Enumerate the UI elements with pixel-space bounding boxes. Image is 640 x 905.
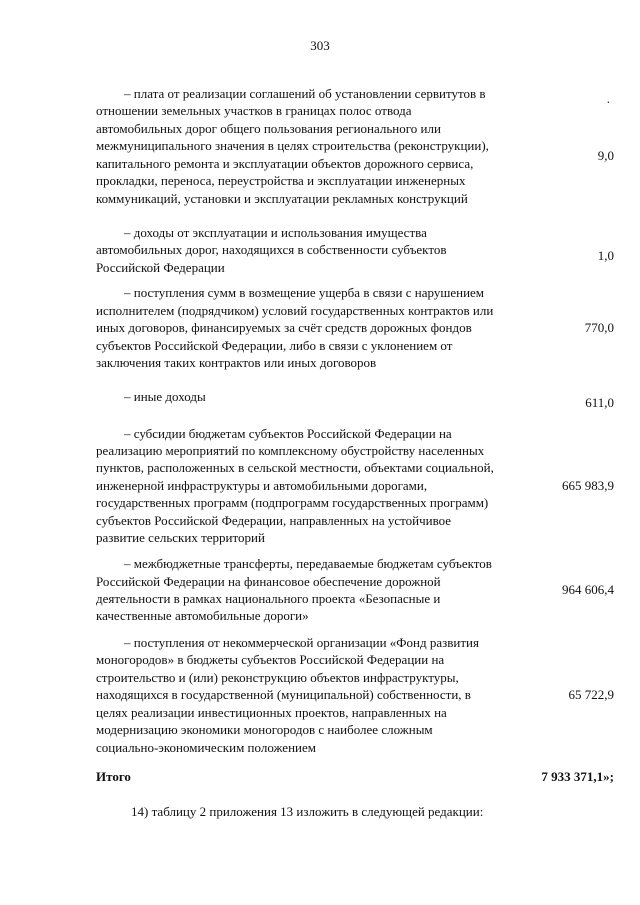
row-description: – доходы от эксплуатации и использования имущества автомобильных дорог, находящихся в собственности субъектов Российской Федерации (96, 224, 447, 275)
row-description: – поступления от некоммерческой организации «Фонд развития моногородов» в бюджеты субъектов Российской Федерации на строительство и (или) реконструкцию объектов инфраструктуры, находящихся в государственной (муниципальной) собственности, в целях реализации инвестиционных проектов, направленных на модернизацию экономики моногородов с наиболее сложным социально-экономическим положением (96, 635, 479, 755)
row-description: – межбюджетные трансферты, передаваемые бюджетам субъектов Российской Федерации на финансовое обеспечение дорожной деятельности в рамках национального проекта «Безопасные и качественные автомобильные дороги» (96, 556, 492, 624)
row-amount: 65 722,9 (568, 687, 614, 703)
row-amount: 9,0 (597, 148, 614, 164)
table-row (96, 224, 614, 276)
page-number: 303 (310, 38, 330, 53)
row-amount: 611,0 (585, 395, 614, 410)
row-amount: 964 606,4 (562, 582, 614, 598)
table-row (96, 380, 614, 416)
total-row (96, 767, 614, 787)
table-row (96, 416, 614, 555)
table-row (96, 276, 614, 380)
row-description: – субсидии бюджетам субъектов Российской Федерации на реализацию мероприятий по комплексному обустройству населенных пунктов, расположенных в сельской местности, объектами социальной, инженерной инфраструктуры и автомобильными дорогами, государственных программ (подпрограмм государственных программ) субъектов Российской Федерации, направленных на устойчивое развитие сельских территорий (96, 425, 494, 546)
table-row (96, 555, 614, 625)
table-row (96, 625, 614, 765)
row-description: – иные доходы (124, 389, 206, 404)
amendment-clause: 14) таблицу 2 приложения 13 изложить в следующей редакции: (131, 804, 484, 819)
row-amount: 665 983,9 (562, 477, 614, 493)
row-description: – плата от реализации соглашений об установлении сервитутов в отношении земельных участков в границах полос отвода автомобильных дорог общего пользования регионального или межмуниципального значения в целях строительства (реконструкции), капитального ремонта и эксплуатации объектов дорожного сервиса, прокладки, переноса, переустройства и эксплуатации инженерных коммуникаций, установки и эксплуатации рекламных конструкций (96, 86, 489, 206)
total-label: Итого (96, 769, 131, 785)
revenue-table (96, 68, 614, 787)
stray-mark: . (606, 91, 610, 106)
total-amount: 7 933 371,1»; (541, 769, 614, 785)
table-row (96, 68, 614, 224)
row-description: – поступления сумм в возмещение ущерба в связи с нарушением исполнителем (подрядчиком) условий государственных контрактов или иных договоров, финансируемых за счёт средств дорожных фондов субъектов Российской Федерации, либо в связи с уклонением от заключения таких контрактов или иных договоров (96, 285, 494, 371)
row-amount: 1,0 (597, 248, 614, 264)
row-amount: 770,0 (584, 320, 614, 336)
